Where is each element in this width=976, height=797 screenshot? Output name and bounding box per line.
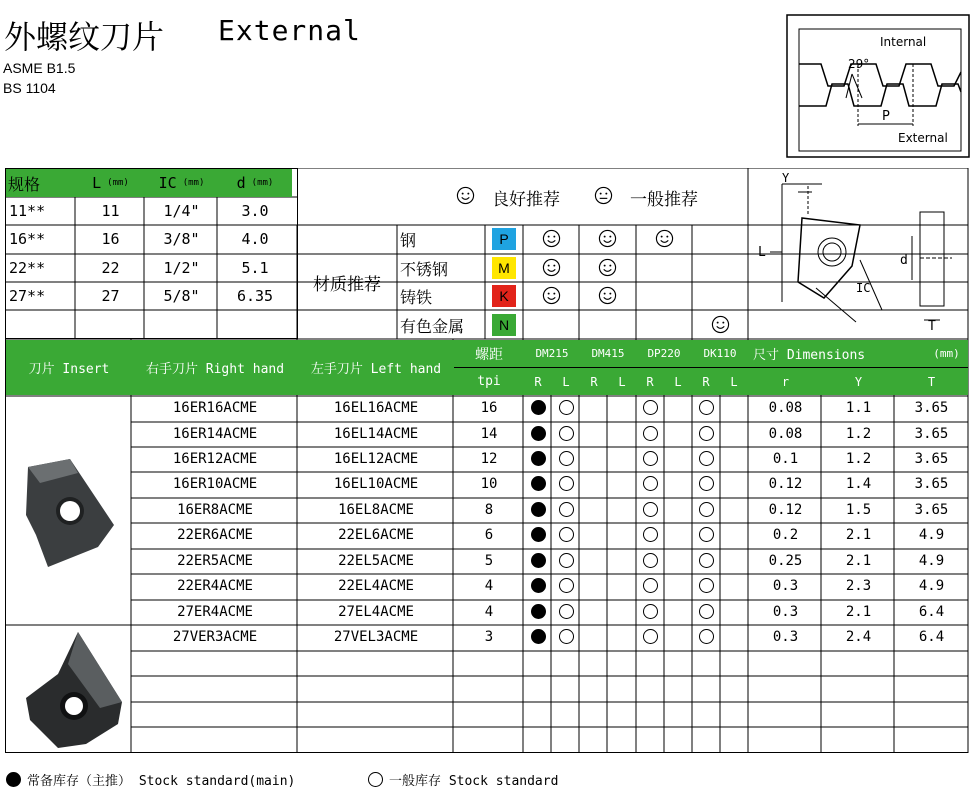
empty-dot-icon (699, 553, 714, 568)
header-grade-r: R (590, 374, 598, 389)
smile-icon (598, 258, 617, 277)
smile-general-icon (594, 186, 613, 205)
row-right-code: 16ER8ACME (177, 501, 253, 518)
full-dot-icon (531, 527, 546, 542)
empty-dot-icon (699, 400, 714, 415)
row-t: 3.65 (914, 450, 949, 467)
empty-dot-icon (559, 578, 574, 593)
row-t: 3.65 (914, 501, 949, 518)
smile-icon (542, 258, 561, 277)
empty-dot-icon (368, 772, 383, 787)
label-angle: 29° (848, 57, 870, 71)
full-dot-icon (531, 502, 546, 517)
thread-profile-diagram (786, 14, 970, 158)
size-cell: 3/8" (163, 230, 200, 248)
row-y: 2.1 (845, 526, 872, 543)
header-t: T (927, 374, 936, 389)
header-grade-l: L (618, 374, 626, 389)
header-grade-l: L (730, 374, 738, 389)
header-grade-r: R (702, 374, 710, 389)
empty-dot-icon (699, 451, 714, 466)
row-right-code: 27ER4ACME (177, 603, 253, 620)
row-tpi: 4 (484, 577, 494, 594)
empty-dot-icon (643, 476, 658, 491)
size-cell: 3.0 (241, 202, 269, 220)
row-t: 4.9 (918, 526, 945, 543)
header-dimensions: 尺寸 Dimensions (753, 348, 866, 363)
empty-dot-icon (559, 527, 574, 542)
row-r: 0.3 (772, 628, 799, 645)
empty-dot-icon (559, 451, 574, 466)
material-code-M: M (492, 257, 516, 279)
dim-label-d: d (900, 253, 908, 268)
size-cell: 5.1 (241, 259, 269, 277)
empty-dot-icon (643, 451, 658, 466)
dim-label-t: T (928, 319, 936, 334)
smile-icon (542, 229, 561, 248)
header-grade-DM415: DM415 (591, 347, 625, 360)
row-r: 0.1 (772, 450, 799, 467)
row-left-code: 22EL5ACME (338, 552, 414, 569)
header-tpi: tpi (477, 374, 501, 389)
row-t: 4.9 (918, 552, 945, 569)
header-grade-r: R (534, 374, 542, 389)
empty-dot-icon (559, 400, 574, 415)
row-y: 2.1 (845, 552, 872, 569)
row-r: 0.08 (768, 425, 803, 442)
size-cell: 11** (9, 202, 46, 220)
empty-dot-icon (699, 502, 714, 517)
row-left-code: 16EL16ACME (333, 399, 419, 416)
row-r: 0.3 (772, 603, 799, 620)
material-name-P: 钢 (400, 230, 417, 250)
row-r: 0.2 (772, 526, 799, 543)
smile-icon (711, 315, 730, 334)
row-y: 2.1 (845, 603, 872, 620)
header-left-hand: 左手刀片 Left hand (310, 362, 442, 377)
smile-good-icon (456, 186, 475, 205)
row-r: 0.3 (772, 577, 799, 594)
row-r: 0.25 (768, 552, 803, 569)
row-left-code: 16EL12ACME (333, 450, 419, 467)
legend-good: 良好推荐 (492, 190, 560, 210)
header-grade-l: L (674, 374, 682, 389)
row-y: 1.5 (845, 501, 872, 518)
row-t: 3.65 (914, 425, 949, 442)
empty-dot-icon (559, 604, 574, 619)
row-tpi: 16 (480, 399, 498, 416)
material-name-M: 不锈钢 (400, 259, 449, 279)
row-t: 4.9 (918, 577, 945, 594)
label-external: External (898, 131, 948, 145)
size-cell: 5/8" (163, 287, 200, 305)
smile-icon (542, 286, 561, 305)
material-code-N: N (492, 314, 516, 336)
dim-label-y: Y (782, 171, 790, 185)
row-right-code: 22ER5ACME (177, 552, 253, 569)
dim-label-ic: IC (856, 281, 871, 295)
size-cell: 22** (9, 259, 46, 277)
header-grade-DM215: DM215 (535, 347, 569, 360)
size-cell: 16 (101, 230, 120, 248)
full-dot-icon (531, 400, 546, 415)
header-pitch: 螺距 (475, 346, 503, 363)
empty-dot-icon (699, 476, 714, 491)
row-y: 1.2 (845, 425, 872, 442)
empty-dot-icon (643, 578, 658, 593)
row-right-code: 22ER6ACME (177, 526, 253, 543)
empty-dot-icon (559, 502, 574, 517)
smile-icon (598, 229, 617, 248)
size-cell: 4.0 (241, 230, 269, 248)
header-dimensions-unit: (mm) (933, 347, 960, 360)
row-left-code: 27VEL3ACME (333, 628, 419, 645)
size-cell: 16** (9, 230, 46, 248)
row-y: 2.3 (845, 577, 872, 594)
row-tpi: 4 (484, 603, 494, 620)
size-cell: 1/4" (163, 202, 200, 220)
insert-dimension-diagram (752, 170, 966, 338)
full-dot-icon (531, 553, 546, 568)
size-header-d: d (mm) (236, 174, 274, 192)
insert-image-large (22, 628, 126, 752)
row-tpi: 8 (484, 501, 494, 518)
empty-dot-icon (643, 527, 658, 542)
row-y: 1.4 (845, 475, 872, 492)
row-left-code: 16EL8ACME (338, 501, 414, 518)
row-y: 1.1 (845, 399, 872, 416)
smile-icon (655, 229, 674, 248)
row-tpi: 14 (480, 425, 498, 442)
size-cell: 27** (9, 287, 46, 305)
full-dot-icon (531, 451, 546, 466)
size-header-spec: 规格 (8, 174, 41, 194)
empty-dot-icon (643, 426, 658, 441)
material-code-P: P (492, 228, 516, 250)
row-tpi: 10 (480, 475, 498, 492)
row-right-code: 27VER3ACME (172, 628, 258, 645)
row-right-code: 16ER16ACME (172, 399, 258, 416)
material-code-K: K (492, 285, 516, 307)
row-left-code: 22EL4ACME (338, 577, 414, 594)
size-cell: 1/2" (163, 259, 200, 277)
row-t: 6.4 (918, 628, 945, 645)
empty-dot-icon (699, 527, 714, 542)
row-tpi: 3 (484, 628, 494, 645)
row-r: 0.12 (768, 475, 803, 492)
full-dot-icon (531, 578, 546, 593)
row-t: 3.65 (914, 475, 949, 492)
row-right-code: 22ER4ACME (177, 577, 253, 594)
empty-dot-icon (699, 578, 714, 593)
size-cell: 6.35 (236, 287, 274, 305)
full-dot-icon (531, 629, 546, 644)
row-left-code: 27EL4ACME (338, 603, 414, 620)
empty-dot-icon (699, 629, 714, 644)
material-name-N: 有色金属 (400, 316, 465, 336)
row-r: 0.08 (768, 399, 803, 416)
empty-dot-icon (699, 604, 714, 619)
page-title-cn: 外螺纹刀片 (4, 18, 165, 56)
size-header-ic: IC (mm) (158, 174, 205, 192)
empty-dot-icon (643, 502, 658, 517)
row-left-code: 16EL14ACME (333, 425, 419, 442)
dim-label-l: L (758, 245, 766, 260)
header-r: r (781, 374, 790, 389)
material-label: 材质推荐 (313, 274, 381, 295)
full-dot-icon (531, 476, 546, 491)
row-tpi: 5 (484, 552, 494, 569)
size-header-l: L (mm) (92, 174, 129, 192)
label-internal: Internal (880, 35, 927, 49)
header-grade-r: R (646, 374, 654, 389)
header-grade-DK110: DK110 (703, 347, 737, 360)
row-right-code: 16ER14ACME (172, 425, 258, 442)
empty-dot-icon (559, 476, 574, 491)
empty-dot-icon (643, 553, 658, 568)
row-y: 2.4 (845, 628, 872, 645)
footer-stock: 一般库存 Stock standard (368, 770, 558, 789)
row-t: 6.4 (918, 603, 945, 620)
smile-icon (598, 286, 617, 305)
legend-general: 一般推荐 (630, 190, 698, 210)
label-pitch: P (882, 109, 890, 124)
empty-dot-icon (699, 426, 714, 441)
full-dot-icon (531, 604, 546, 619)
empty-dot-icon (643, 604, 658, 619)
header-grade-DP220: DP220 (647, 347, 681, 360)
empty-dot-icon (559, 553, 574, 568)
row-tpi: 12 (480, 450, 498, 467)
header-y: Y (854, 374, 863, 389)
header-grade-l: L (562, 374, 570, 389)
full-dot-icon (531, 426, 546, 441)
empty-dot-icon (559, 426, 574, 441)
page-title-en: External (218, 14, 361, 47)
empty-dot-icon (559, 629, 574, 644)
full-dot-icon (6, 772, 21, 787)
size-cell: 27 (101, 287, 120, 305)
empty-dot-icon (643, 629, 658, 644)
size-cell: 11 (101, 202, 120, 220)
material-name-K: 铸铁 (400, 287, 433, 307)
header-right-hand: 右手刀片 Right hand (145, 362, 285, 377)
header-insert: 刀片 Insert (28, 362, 110, 377)
row-t: 3.65 (914, 399, 949, 416)
row-left-code: 16EL10ACME (333, 475, 419, 492)
footer-stock-main: 常备库存（主推） Stock standard(main) (6, 770, 295, 789)
row-right-code: 16ER12ACME (172, 450, 258, 467)
row-left-code: 22EL6ACME (338, 526, 414, 543)
standard-asme: ASME B1.5 (3, 60, 76, 76)
empty-dot-icon (643, 400, 658, 415)
row-tpi: 6 (484, 526, 494, 543)
insert-image-small (18, 455, 118, 575)
row-right-code: 16ER10ACME (172, 475, 258, 492)
row-r: 0.12 (768, 501, 803, 518)
size-cell: 22 (101, 259, 120, 277)
standard-bs: BS 1104 (3, 80, 56, 96)
row-y: 1.2 (845, 450, 872, 467)
